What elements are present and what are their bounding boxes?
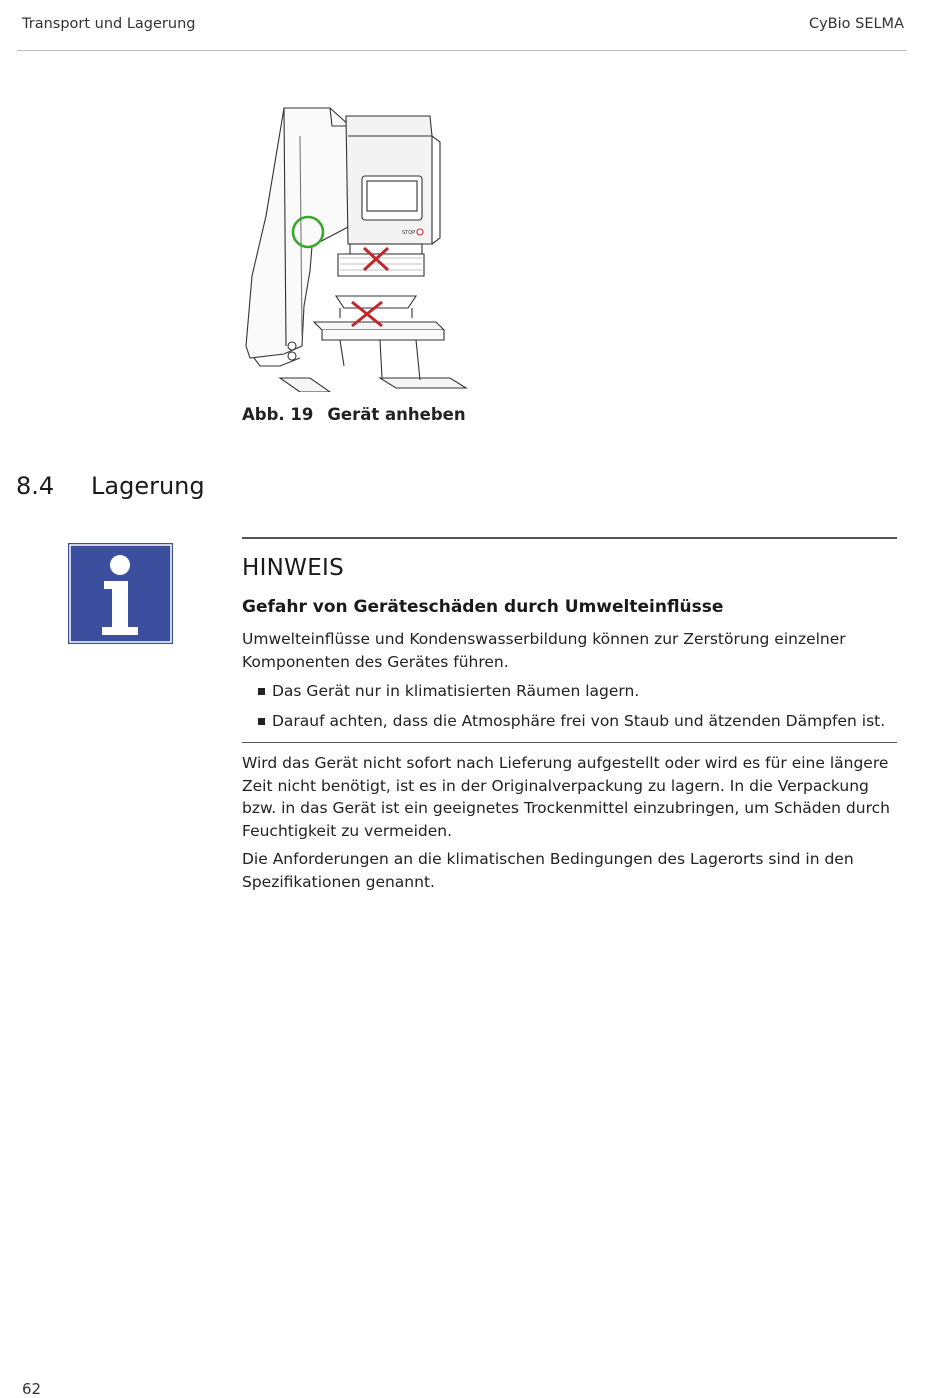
list-item — [258, 710, 898, 740]
body-paragraph: Die Anforderungen an die klimatischen Bedingungen des Lagerorts sind in den Spezifikationen genannt. — [242, 850, 854, 891]
device-figure — [240, 96, 472, 392]
notice-title: HINWEIS — [242, 555, 345, 581]
notice-top-rule — [242, 537, 897, 539]
section-number: 8.4 — [16, 472, 55, 500]
notice-text: Umwelteinflüsse und Kondenswasserbildung können zur Zerstörung einzelner Komponenten des Gerätes führen. — [242, 630, 846, 671]
bullet-text: Darauf achten, dass die Atmosphäre frei von Staub und ätzenden Dämpfen ist. — [272, 712, 886, 730]
notice-bottom-rule — [242, 742, 897, 743]
section-title: Lagerung — [91, 472, 205, 500]
bullet-square-icon — [258, 688, 265, 695]
bullet-text: Das Gerät nur in klimatisierten Räumen lagern. — [272, 682, 640, 700]
list-item — [258, 680, 898, 710]
header-chapter: Transport und Lagerung — [22, 16, 196, 32]
page-number: 62 — [22, 1380, 42, 1398]
body-paragraph: Wird das Gerät nicht sofort nach Lieferung aufgestellt oder wird es für eine längere Zeit nicht benötigt, ist es in der Originalverpackung zu lagern. In die Verpackung bzw. in das Gerät ist ein geeignetes Trockenmittel einzubringen, um Schäden durch Feuchtigkeit zu vermeiden. — [242, 754, 890, 840]
bullet-square-icon — [258, 718, 265, 725]
figure-caption — [242, 405, 466, 424]
stop-label: STOP — [402, 230, 416, 236]
info-icon — [68, 543, 173, 644]
header-product: CyBio SELMA — [808, 16, 904, 32]
figure-title: Gerät anheben — [327, 405, 466, 424]
notice-bullet-list — [258, 680, 898, 740]
header-divider — [17, 50, 907, 51]
figure-label: Abb. 19 — [242, 405, 314, 424]
notice-subtitle: Gefahr von Geräteschäden durch Umwelteinflüsse — [242, 597, 724, 617]
